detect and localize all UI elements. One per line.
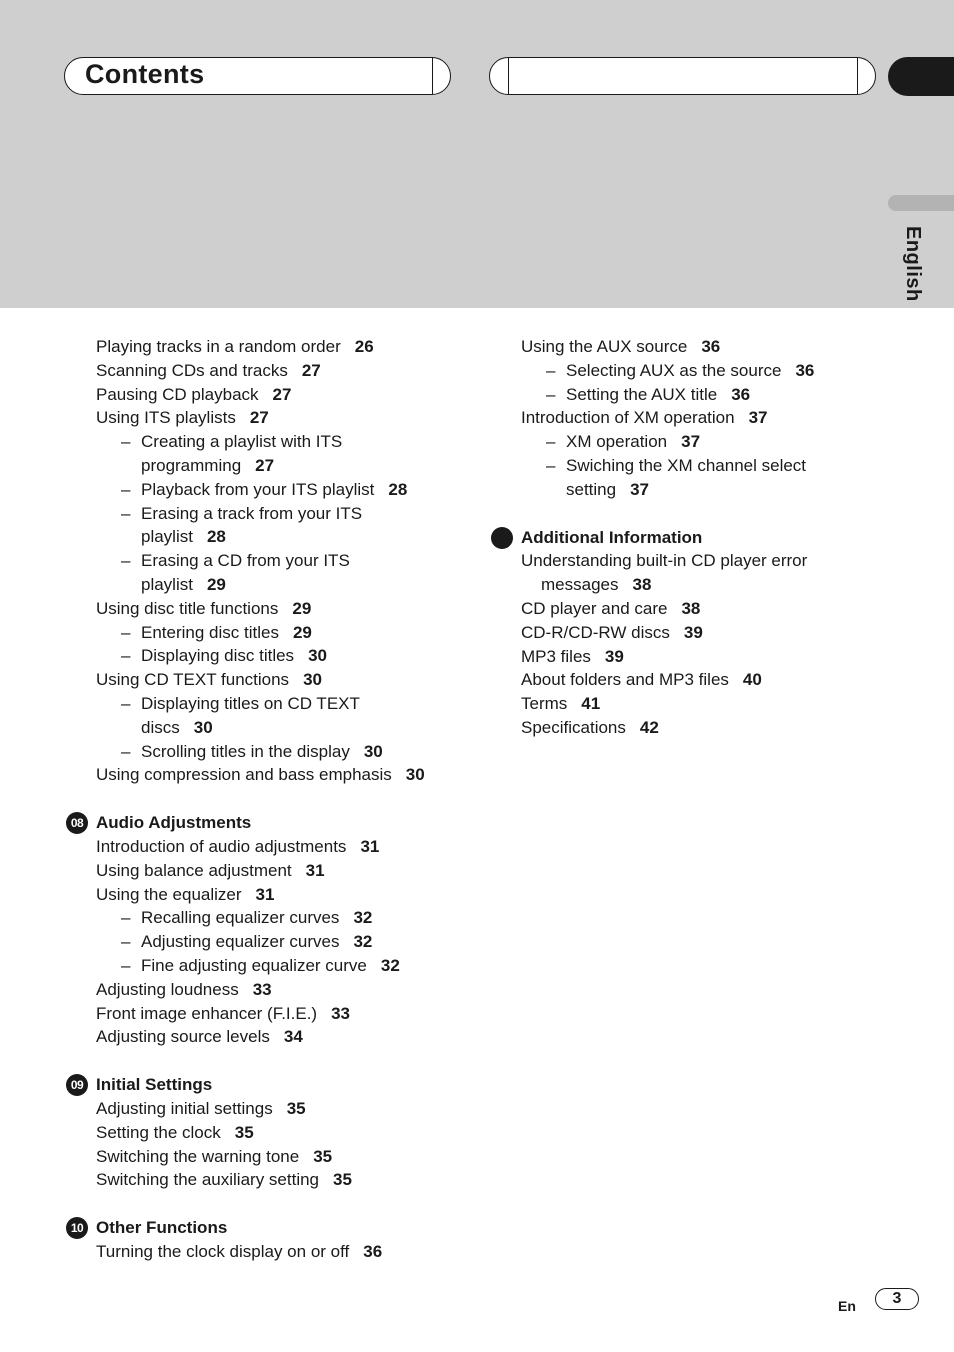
toc-entry-text: Erasing a CD from your ITS — [141, 551, 350, 571]
toc-entry-text: Front image enhancer (F.I.E.) — [96, 1003, 318, 1023]
toc-entry-text: Adjusting initial settings — [96, 1098, 273, 1118]
toc-page-number: 39 — [683, 622, 703, 642]
chapter-number-badge: 10 — [66, 1217, 88, 1239]
toc-entry[interactable] — [491, 549, 871, 573]
toc-page-number: 29 — [206, 574, 226, 594]
toc-page-number: 32 — [353, 908, 373, 928]
toc-page-number: 29 — [292, 598, 312, 618]
toc-entry[interactable] — [66, 359, 456, 383]
toc-entry[interactable] — [66, 1168, 456, 1192]
dash-bullet: – — [121, 693, 131, 713]
toc-entry-text: Using the AUX source — [521, 337, 688, 356]
toc-subentry[interactable] — [491, 430, 871, 454]
toc-page-number: 30 — [193, 717, 213, 737]
section-spacer — [66, 787, 456, 811]
toc-page-number: 27 — [272, 384, 292, 404]
dash-bullet: – — [121, 551, 131, 571]
toc-page-number: 35 — [286, 1098, 306, 1118]
toc-left-column — [66, 335, 456, 1264]
toc-subentry[interactable] — [66, 644, 456, 668]
toc-entry[interactable] — [66, 406, 456, 430]
dash-bullet: – — [546, 360, 556, 380]
toc-page-number: 30 — [308, 646, 327, 666]
section-spacer — [491, 502, 871, 526]
toc-page-number: 27 — [301, 360, 321, 380]
toc-right-column — [491, 335, 871, 740]
toc-entry-text: Switching the warning tone — [96, 1146, 300, 1166]
toc-subentry[interactable] — [66, 740, 456, 764]
toc-entry-text: About folders and MP3 files — [521, 670, 729, 690]
toc-subentry[interactable] — [66, 692, 456, 716]
chapter-number-badge — [491, 527, 513, 549]
toc-subentry[interactable] — [491, 383, 871, 407]
section-title: Other Functions — [96, 1218, 228, 1238]
toc-page-number: 38 — [632, 575, 652, 595]
toc-entry-text: Setting the clock — [96, 1122, 221, 1142]
blank-pill — [489, 57, 876, 95]
toc-entry[interactable] — [491, 335, 871, 359]
toc-entry[interactable] — [66, 978, 456, 1002]
toc-entry-text: Adjusting loudness — [96, 979, 239, 999]
toc-subentry[interactable] — [66, 430, 456, 454]
toc-entry[interactable] — [491, 692, 871, 716]
toc-entry-text: Playing tracks in a random order — [96, 337, 341, 356]
toc-page-number: 36 — [795, 360, 815, 380]
toc-subentry[interactable] — [66, 502, 456, 526]
toc-page-number: 37 — [748, 408, 768, 428]
section-heading[interactable] — [66, 1216, 456, 1240]
dash-bullet: – — [546, 432, 556, 452]
toc-entry-text: Displaying disc titles — [141, 646, 295, 666]
toc-entry[interactable] — [66, 1002, 456, 1026]
toc-entry[interactable] — [66, 763, 456, 787]
toc-entry-text: Selecting AUX as the source — [566, 360, 782, 380]
header-band — [0, 0, 954, 308]
toc-subentry[interactable] — [66, 478, 456, 502]
toc-entry-continuation[interactable] — [491, 478, 871, 502]
section-title: Audio Adjustments — [96, 813, 252, 833]
page-number: 3 — [875, 1288, 919, 1310]
pill-divider-right — [857, 58, 858, 94]
toc-entry-continuation[interactable] — [66, 716, 456, 740]
section-heading[interactable] — [66, 1073, 456, 1097]
dash-bullet: – — [121, 646, 131, 666]
toc-entry-text: Setting the AUX title — [566, 384, 718, 404]
toc-page-number: 36 — [731, 384, 751, 404]
dash-bullet: – — [121, 479, 131, 499]
language-label: English — [902, 226, 924, 302]
toc-entry-text: Scrolling titles in the display — [141, 741, 350, 761]
toc-entry[interactable] — [491, 621, 871, 645]
toc-page-number: 33 — [331, 1003, 351, 1023]
toc-entry-text: CD player and care — [521, 598, 668, 618]
title-pill — [64, 57, 451, 95]
toc-entry[interactable] — [66, 883, 456, 907]
toc-entry-text: setting — [566, 479, 617, 499]
toc-entry-text: Adjusting equalizer curves — [141, 932, 340, 952]
toc-page-number: 35 — [333, 1170, 352, 1190]
toc-entry-text: Entering disc titles — [141, 622, 279, 642]
toc-page-number: 39 — [604, 646, 624, 666]
toc-entry-text: Using compression and bass emphasis — [96, 765, 392, 785]
toc-entry-text: playlist — [141, 527, 193, 547]
toc-page-number: 36 — [363, 1241, 383, 1261]
toc-page-number: 29 — [292, 622, 312, 642]
pill-divider — [432, 58, 433, 94]
dash-bullet: – — [121, 908, 131, 928]
toc-entry[interactable] — [66, 597, 456, 621]
toc-entry-text: Turning the clock display on or off — [96, 1241, 350, 1261]
toc-page-number: 35 — [313, 1146, 333, 1166]
toc-entry[interactable] — [66, 1145, 456, 1169]
toc-page-number: 31 — [360, 836, 380, 856]
language-tab-marker — [888, 195, 954, 211]
toc-entry[interactable] — [66, 859, 456, 883]
toc-entry[interactable] — [491, 645, 871, 669]
toc-page-number: 30 — [303, 670, 322, 690]
dash-bullet: – — [121, 622, 131, 642]
toc-entry-text: Introduction of audio adjustments — [96, 836, 347, 856]
toc-entry-text: Playback from your ITS playlist — [141, 479, 375, 499]
dash-bullet: – — [546, 384, 556, 404]
toc-entry[interactable] — [491, 406, 871, 430]
chapter-tab — [888, 57, 954, 96]
toc-subentry[interactable] — [66, 906, 456, 930]
dash-bullet: – — [121, 503, 131, 523]
toc-entry-text: Fine adjusting equalizer curve — [141, 955, 367, 975]
chapter-number-badge: 08 — [66, 812, 88, 834]
toc-entry[interactable] — [66, 835, 456, 859]
toc-entry-text: Scanning CDs and tracks — [96, 360, 288, 380]
toc-page-number: 27 — [255, 455, 275, 475]
toc-page-number: 35 — [234, 1122, 254, 1142]
section-title: Initial Settings — [96, 1075, 213, 1095]
toc-entry[interactable] — [66, 1121, 456, 1145]
toc-page-number: 30 — [363, 741, 383, 761]
toc-entry-text: Using CD TEXT functions — [96, 670, 290, 690]
toc-entry-continuation[interactable] — [66, 573, 456, 597]
toc-entry-text: discs — [141, 717, 180, 737]
toc-entry[interactable] — [66, 335, 456, 359]
toc-entry[interactable] — [66, 1025, 456, 1049]
toc-entry-continuation[interactable] — [66, 525, 456, 549]
toc-entry-text: Understanding built-in CD player error — [521, 551, 808, 571]
section-spacer — [66, 1192, 456, 1216]
toc-subentry[interactable] — [491, 454, 871, 478]
toc-subentry[interactable] — [66, 621, 456, 645]
toc-page-number: 37 — [681, 432, 701, 452]
toc-page-number: 41 — [581, 694, 601, 714]
toc-page-number: 37 — [630, 479, 650, 499]
toc-entry-text: Specifications — [521, 717, 626, 737]
dash-bullet: – — [121, 741, 131, 761]
section-heading[interactable] — [491, 526, 871, 550]
toc-entry-text: Erasing a track from your ITS — [141, 503, 363, 523]
toc-page-number: 40 — [742, 670, 762, 690]
toc-page-number: 28 — [206, 527, 226, 547]
toc-entry-text: playlist — [141, 574, 193, 594]
toc-page-number: 34 — [283, 1027, 303, 1047]
toc-entry-text: MP3 files — [521, 646, 591, 666]
toc-subentry[interactable] — [491, 359, 871, 383]
toc-page-number: 32 — [353, 932, 373, 952]
toc-page-number: 38 — [681, 598, 701, 618]
toc-entry-text: Adjusting source levels — [96, 1027, 270, 1047]
pill-divider-left — [508, 58, 509, 94]
toc-entry[interactable] — [66, 1097, 456, 1121]
toc-entry-text: XM operation — [566, 432, 668, 452]
toc-entry-text: Creating a playlist with ITS — [141, 432, 343, 452]
toc-entry-text: Displaying titles on CD TEXT — [141, 693, 360, 713]
section-spacer — [66, 1049, 456, 1073]
toc-entry-text: CD-R/CD-RW discs — [521, 622, 670, 642]
toc-entry[interactable] — [66, 1240, 456, 1264]
toc-entry-continuation[interactable] — [491, 573, 871, 597]
toc-entry[interactable] — [491, 597, 871, 621]
toc-page-number: 28 — [388, 479, 408, 499]
toc-entry[interactable] — [491, 668, 871, 692]
toc-page-number: 32 — [380, 955, 400, 975]
dash-bullet: – — [121, 432, 131, 452]
toc-entry-text: Using disc title functions — [96, 598, 279, 618]
toc-entry-text: programming — [141, 455, 242, 475]
toc-page-number: 36 — [701, 337, 721, 356]
dash-bullet: – — [121, 955, 131, 975]
language-code: En — [838, 1298, 856, 1314]
toc-entry-text: Using balance adjustment — [96, 860, 292, 880]
toc-entry-continuation[interactable] — [66, 454, 456, 478]
toc-page-number: 27 — [249, 408, 269, 428]
toc-page-number: 30 — [405, 765, 425, 785]
toc-subentry[interactable] — [66, 954, 456, 978]
toc-entry-text: Switching the auxiliary setting — [96, 1170, 320, 1190]
toc-entry-text: messages — [541, 575, 619, 595]
toc-subentry[interactable] — [66, 549, 456, 573]
toc-page-number: 42 — [639, 717, 659, 737]
toc-page-number: 31 — [255, 884, 275, 904]
dash-bullet: – — [121, 932, 131, 952]
toc-entry-text: Using ITS playlists — [96, 408, 236, 428]
page-title: Contents — [85, 59, 205, 89]
section-title: Additional Information — [521, 527, 703, 547]
toc-subentry[interactable] — [66, 930, 456, 954]
toc-entry-text: Swiching the XM channel select — [566, 455, 807, 475]
dash-bullet: – — [546, 455, 556, 475]
toc-page-number: 31 — [305, 860, 325, 880]
toc-entry[interactable] — [66, 668, 456, 692]
toc-entry-text: Introduction of XM operation — [521, 408, 735, 428]
toc-entry-text: Recalling equalizer curves — [141, 908, 340, 928]
toc-page-number: 26 — [354, 337, 374, 356]
toc-entry-text: Using the equalizer — [96, 884, 242, 904]
toc-entry-text: Terms — [521, 694, 568, 714]
toc-page-number: 33 — [252, 979, 272, 999]
toc-entry[interactable] — [491, 716, 871, 740]
toc-entry-text: Pausing CD playback — [96, 384, 259, 404]
section-heading[interactable] — [66, 811, 456, 835]
chapter-number-badge: 09 — [66, 1074, 88, 1096]
toc-entry[interactable] — [66, 383, 456, 407]
